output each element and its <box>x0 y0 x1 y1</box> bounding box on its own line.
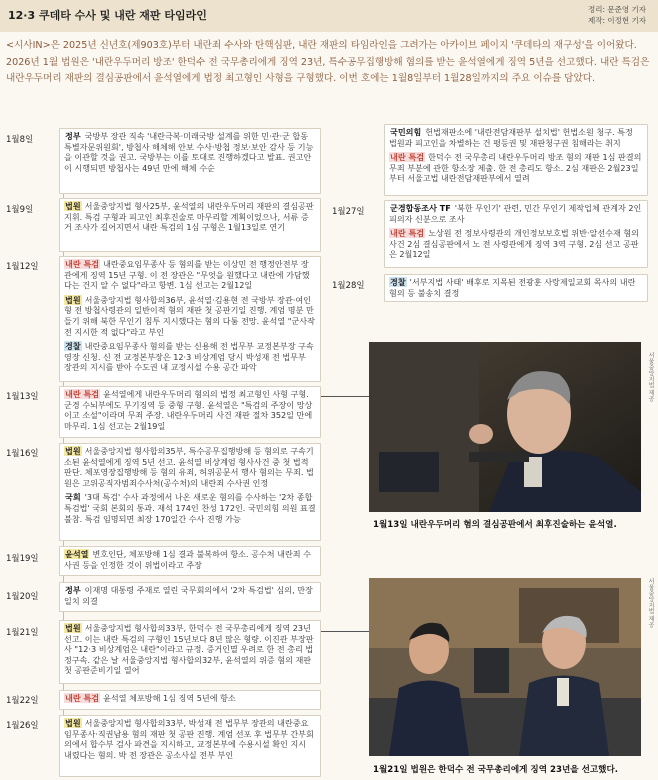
event-tag: 내란 특검 <box>65 389 100 399</box>
event-tag: 법원 <box>65 201 81 211</box>
event-box <box>59 386 321 438</box>
event-tag: 법원 <box>65 446 81 456</box>
event-text: 내란중요임무종사 혐의를 받는 신용해 전 법무부 교정본부장 구속영장 신청. 신 전 교정본부장은 12·3 비상계엄 당시 박성재 전 법무부 장관의 지시를 받아 수도권 내 교정시설 수용 공간 파악 <box>64 341 314 373</box>
photo-credit: 서울중앙지법 제공 <box>647 352 654 402</box>
event-tag: 정부 <box>65 131 81 141</box>
event-text: 한덕수 전 국무총리 내란우두머리 방조 혐의 재판 1심 판결의 무죄 부분에 관한 항소장 제출. 한 전 총리도 항소. 2심 재판은 2월23일부터 서울고법 내란전담재판부에서 열려 <box>389 152 642 184</box>
event-item <box>64 341 316 373</box>
event-item <box>64 201 316 233</box>
event-box <box>59 690 321 710</box>
event-item <box>64 549 316 570</box>
event-box <box>384 200 648 268</box>
event-tag: 정부 <box>65 585 81 595</box>
event-item <box>64 585 316 606</box>
event-item <box>389 127 643 148</box>
date-label: 1월26일 <box>6 721 39 731</box>
event-item <box>64 259 316 291</box>
event-tag: 경찰 <box>65 341 81 352</box>
date-label: 1월21일 <box>6 628 39 638</box>
event-tag: 국민의힘 <box>390 127 422 137</box>
event-text: '3대 특검' 수사 과정에서 나온 새로운 혐의를 수사하는 '2차 종합특검법' 국회 본회의 통과. 재석 174인 찬성 172인. 국민의힘 의원 표결 불참. 특검 임명되면 최장 170일간 수사 진행 가능 <box>64 492 316 524</box>
event-box <box>384 124 648 196</box>
event-tag: 군경합동조사 TF <box>390 203 451 213</box>
event-item <box>389 203 643 224</box>
event-text: 서울중앙지법 형사25부, 윤석열의 내란우두머리 재판의 결심공판 지휘. 특검 구형과 피고인 최후진술로 마무리할 계획이었으나, 서류 증거 조사가 길어지면서 내란 특검의 1심 구형은 1월13일로 연기 <box>64 201 314 233</box>
date-label: 1월9일 <box>6 205 34 215</box>
credit-editor: 정리: 문준영 기자 <box>587 5 646 14</box>
event-text: 서울중앙지법 형사합의33부, 박성재 전 법무부 장관의 내란중요임무종사·직권남용 혐의 재판 첫 공판 진행. 계엄 선포 후 법무부 간부회의에서 합수부 검사 파견을 지시하고, 교정본부에 수용시설 확인 지시 내렸다는 혐의. 박 전 장관은 공소사실 전부 부인 <box>64 718 314 760</box>
event-item <box>64 446 316 488</box>
event-tag: 내란 특검 <box>65 259 100 269</box>
event-text: 헌법재판소에 '내란전담재판부 설치법' 헌법소원 청구. 특정 법원과 피고인을 차별하는 건 평등권 및 재판청구권 침해라는 취지 <box>389 127 633 148</box>
date-label: 1월22일 <box>6 696 39 706</box>
credits <box>588 4 646 26</box>
event-item <box>64 718 316 760</box>
event-item <box>64 389 316 431</box>
event-text: 변호인단, 체포방해 1심 결과 불복하여 항소. 공수처 내란죄 수사권 등을 인정한 것이 위법이라고 주장 <box>64 549 311 570</box>
event-tag: 내란 특검 <box>390 152 425 163</box>
event-text: 서울중앙지법 형사합의33부, 한덕수 전 국무총리에게 징역 23년 선고. 이는 내란 특검의 구형인 15년보다 8년 많은 형량. 이진관 부장판사 "12·3 비상계엄은 내란"이라고 규정. 증거인멸 우려로 한 전 총리 법정구속. 같은 날 서울중앙지법 형사합의32부, 윤석열의 위증 혐의 재판 첫 공판준비기일 열어 <box>64 623 314 676</box>
event-item <box>64 492 316 524</box>
event-box <box>59 128 321 194</box>
courtroom-photo-1 <box>369 342 641 512</box>
event-text: 윤석열에게 내란우두머리 혐의의 법정 최고형인 사형 구형. 군경 수뇌부에도 무기징역 등 중형 구형. 윤석열은 "특검의 주장이 망상이고 소설"이라며 무죄 주장. 내란우두머리 사건 재판 절차 352일 만에 마무리. 1심 선고는 2월19일 <box>64 389 313 431</box>
event-item <box>64 623 316 676</box>
event-tag: 법원 <box>65 623 81 633</box>
event-item <box>389 228 643 260</box>
event-item <box>64 295 316 337</box>
photo-caption: 1월13일 내란우두머리 혐의 결심공판에서 최후진술하는 윤석열. <box>373 520 617 530</box>
event-tag: 국회 <box>65 492 81 503</box>
event-text: 노상원 전 정보사령관의 개인정보보호법 위반·알선수재 혐의 사건 2심 결심공판에서 노 전 사령관에게 징역 3역 구형. 2심 선고 공판은 2월12일 <box>389 228 639 260</box>
event-item <box>389 277 643 298</box>
courtroom-photo-2 <box>369 578 641 756</box>
event-box <box>59 198 321 252</box>
event-tag: 경찰 <box>390 277 406 287</box>
event-item <box>389 152 643 184</box>
event-item <box>64 131 316 173</box>
courtroom-photo-2-image <box>369 578 641 756</box>
page-title: 12·3 쿠데타 수사 및 내란 재판 타임라인 <box>8 9 207 22</box>
event-text: 서울중앙지법 형사합의36부, 윤석열·김용현 전 국방부 장관·여인형 전 방첩사령관의 일반이적 혐의 재판 첫 공판기일 진행. 계엄 명분 만들기 위해 북한 무인기 침투 지시했다는 혐의 다툼 전망. 윤석열 "군사작전 지시한 적 없다"라고 부인 <box>64 294 315 337</box>
event-box <box>59 546 321 576</box>
event-text: 서울중앙지법 형사합의35부, 특수공무집행방해 등 혐의로 구속기소된 윤석열에게 징역 5년 선고. 윤석열 비상계엄 형사사건 중 첫 법적 판단. 체포영장집행방해 등 혐의 유죄, 허위공문서 행사 혐의는 무죄. 법원은 고위공직자범죄수사처(공수처)의 내란죄 수사권 인정 <box>64 446 314 488</box>
intro-paragraph: <시사IN>은 2025년 신년호(제903호)부터 내란죄 수사와 탄핵심판, 내란 재판의 타임라인을 그려가는 아카이브 페이지 '쿠데타의 재구성'을 이어왔다. 2026년 1월 법원은 '내란우두머리 방조' 한덕수 전 국무총리에게 징역 23년, 특수공무집행방해 혐의를 받는 윤석열에게 징역 5년을 선고했다. 내란 특검은 내란우두머리 재판의 결심공판에서 윤석열에게 법정 최고형인 사형을 구형했다. 이번 호에는 1월8일부터 1월28일까지의 주요 이슈를 담았다. <box>6 40 650 84</box>
event-box <box>59 443 321 541</box>
event-text: '북한 무인기' 관련, 민간 무인기 제작업체 관계자 2인 피의자 신분으로 조사 <box>389 203 642 224</box>
event-tag: 법원 <box>65 294 81 305</box>
photo-connector <box>321 631 369 632</box>
photo-caption: 1월21일 법원은 한덕수 전 국무총리에게 징역 23년을 선고했다. <box>373 765 619 775</box>
event-text: 내란중요임무종사 등 혐의를 받는 이상민 전 행정안전부 장관에게 징역 15년 구형. 이 전 장관은 "무엇을 원했다고 내란에 가담했다는 건지 알 수 없다"라고 항변. 1심 선고는 2월12일 <box>64 259 310 291</box>
courtroom-photo-1-image <box>369 342 641 512</box>
event-box <box>59 256 321 382</box>
event-box <box>384 274 648 302</box>
event-item <box>64 693 316 704</box>
event-tag: 윤석열 <box>65 549 89 559</box>
event-box <box>59 715 321 777</box>
date-label: 1월27일 <box>332 207 365 217</box>
date-label: 1월20일 <box>6 592 39 602</box>
date-label: 1월28일 <box>332 281 365 291</box>
event-box <box>59 582 321 612</box>
date-label: 1월13일 <box>6 392 39 402</box>
date-label: 1월19일 <box>6 554 39 564</box>
event-text: 이재명 대통령 주재로 열린 국무회의에서 '2차 특검법' 심의, 만장일치 의결 <box>64 585 313 606</box>
header-bar <box>0 0 658 32</box>
date-label: 1월8일 <box>6 135 34 145</box>
credit-designer: 제작: 이정현 기자 <box>587 16 646 25</box>
event-text: '서부지법 사태' 배후로 지목된 전광훈 사랑제일교회 목사의 내란 혐의 등 불송치 결정 <box>389 277 636 298</box>
event-box <box>59 620 321 684</box>
photo-credit: 서울중앙지법 제공 <box>647 578 654 628</box>
date-label: 1월16일 <box>6 449 39 459</box>
event-text: 국방부 장관 직속 '내란극복·미래국방 설계를 위한 민·관·군 합동 특별자문위원회', 방첩사 해체해 안보 수사·방첩 정보·보안 감사 등 기능을 이관할 것을 권고. 국방부는 이를 토대로 진행하겠다고 발표. 권고안이 시행되면 방첩사는 49년 만에 해체 수순 <box>64 131 314 173</box>
event-tag: 내란 특검 <box>65 693 100 703</box>
photo-connector <box>321 396 369 397</box>
date-label: 1월12일 <box>6 262 39 272</box>
event-text: 윤석열 체포방해 1심 징역 5년에 항소 <box>103 693 236 703</box>
event-tag: 내란 특검 <box>390 228 425 239</box>
event-tag: 법원 <box>65 718 81 728</box>
